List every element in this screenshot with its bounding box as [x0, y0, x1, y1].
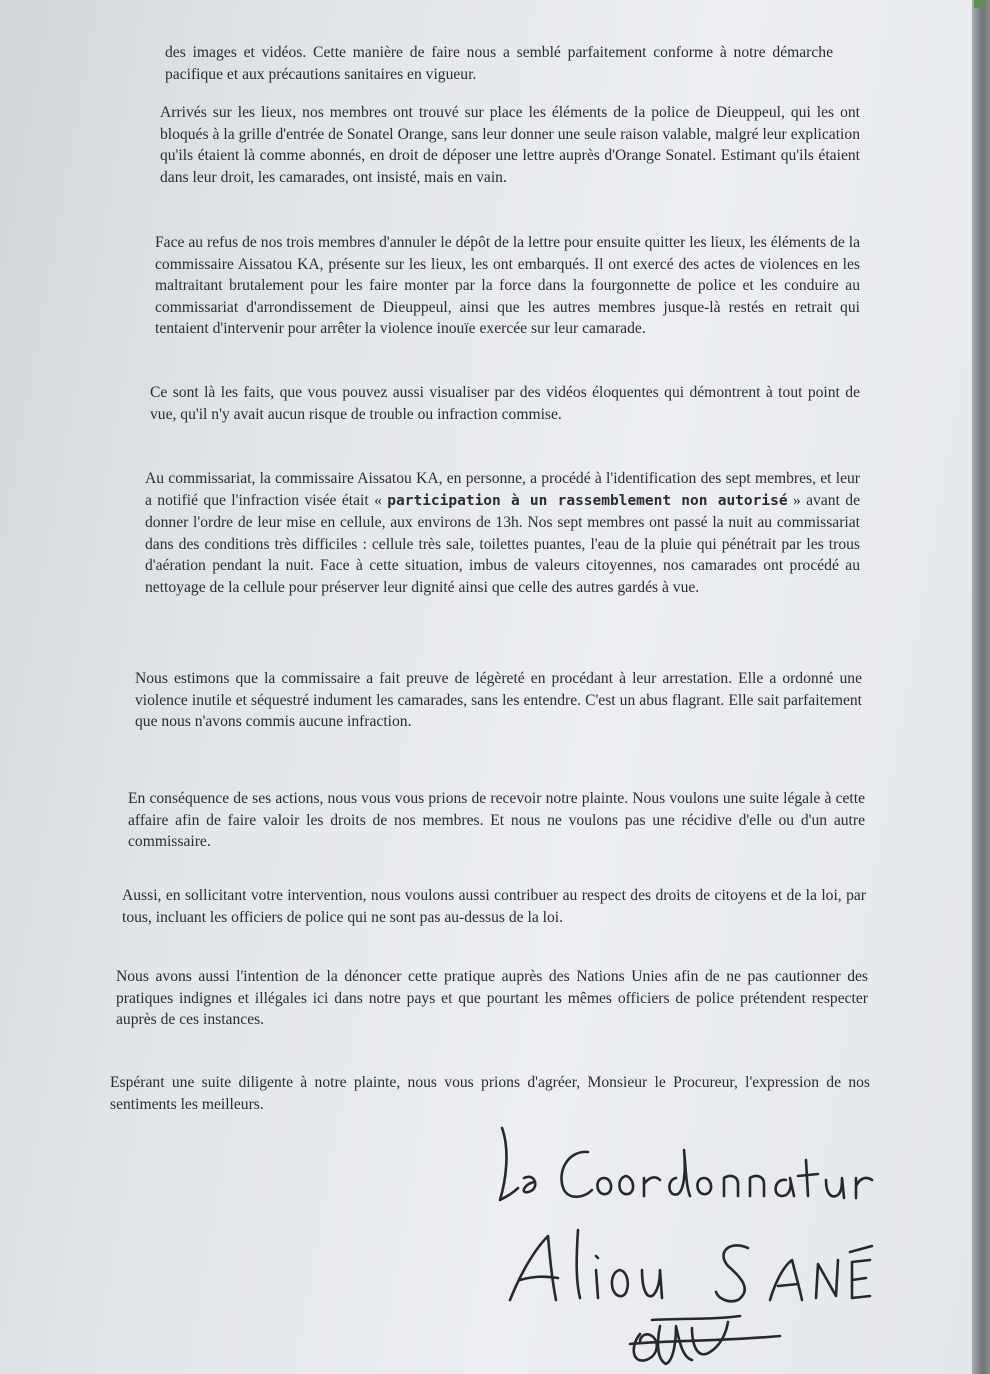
edge-marker	[974, 0, 986, 8]
infraction-name: participation à un rassemblement non autorisé	[387, 492, 788, 509]
handwritten-signature	[480, 1120, 900, 1374]
signature-paraphe	[630, 1316, 780, 1364]
paragraph-3: Face au refus de nos trois membres d'annuler le dépôt de la lettre pour ensuite quitter les lieux, les éléments de la commissaire Aissatou KA, présente sur les lieux, les ont embarqués. Il ont exercé des actes de violences en les maltraitant brutalement pour les faire monter par la force dans la fourgonnette de police et les conduire au commissariat d'arrondissement de Dieuppeul, ainsi que les autres membres jusque-là restés en retrait qui tentaient d'intervenir pour arrêter la violence inouïe exercée sur leur camarade.	[155, 234, 860, 337]
paragraph-7: En conséquence de ses actions, nous vous vous prions de recevoir notre plainte. Nous voulons une suite légale à cette affaire afin de faire valoir les droits de nos membres. Et nous ne voulons pas une récidive d'elle ou d'un autre commissaire.	[128, 790, 865, 850]
paragraph-6: Nous estimons que la commissaire a fait preuve de légèreté en procédant à leur arrestation. Elle a ordonné une violence inutile et séquestré indument les camarades, sans les entendre. C'est un abus flagrant. Elle sait parfaitement que nous n'avons commis aucune infraction.	[135, 670, 862, 730]
paragraph-4: Ce sont là les faits, que vous pouvez aussi visualiser par des vidéos éloquentes qui démontrent à tout point de vue, qu'il n'y avait aucun risque de trouble ou infraction commise.	[150, 384, 860, 423]
paragraph-5-end: » avant de donner l'ordre de leur mise en cellule, aux environs de 13h. Nos sept membres ont passé la nuit au commissariat dans des conditions très difficiles : cellule très sale, toilettes puantes, l'eau de la pluie qui pénétrait par les trous d'aération pendant la nuit. Face à cette situation, imbus de valeurs citoyennes, nos camarades ont procédé au nettoyage de la cellule pour préserver leur dignité ainsi que celle des autres gardés à vue.	[145, 491, 861, 596]
signature-name-script	[510, 1230, 872, 1301]
paragraph-1: des images et vidéos. Cette manière de faire nous a semblé parfaitement conforme à notre démarche pacifique et aux précautions sanitaires en vigueur.	[165, 44, 833, 83]
signature-title-script	[500, 1128, 872, 1200]
paragraph-5	[145, 468, 860, 598]
paragraph-9: Nous avons aussi l'intention de la dénoncer cette pratique auprès des Nations Unies afin de ne pas cautionner des pratiques indignes et illégales ici dans notre pays et que pourtant les mêmes officiers de police prétendent respecter auprès de ces instances.	[116, 968, 868, 1028]
paragraph-10: Espérant une suite diligente à notre plainte, nous vous prions d'agréer, Monsieur le Procureur, l'expression de nos sentiments les meilleurs.	[110, 1074, 870, 1113]
page-edge-shadow	[972, 0, 990, 1374]
paragraph-5-start: Au commissariat, la commissaire Aissatou KA, en personne, a procédé à l'identification des sept membres, et leur a notifié que l'infraction visée était «	[145, 470, 860, 509]
paragraph-2: Arrivés sur les lieux, nos membres ont trouvé sur place les éléments de la police de Dieuppeul, qui les ont bloqués à la grille d'entrée de Sonatel Orange, sans leur donner une seule raison valable, malgré leur explication qu'ils étaient là comme abonnés, en droit de déposer une lettre auprès d'Orange Sonatel. Estimant qu'ils étaient dans leur droit, les camarades, ont insisté, mais en vain.	[160, 104, 860, 186]
paragraph-8: Aussi, en sollicitant votre intervention, nous voulons aussi contribuer au respect des droits de citoyens et de la loi, par tous, incluant les officiers de police qui ne sont pas au-dessus de la loi.	[122, 887, 866, 926]
